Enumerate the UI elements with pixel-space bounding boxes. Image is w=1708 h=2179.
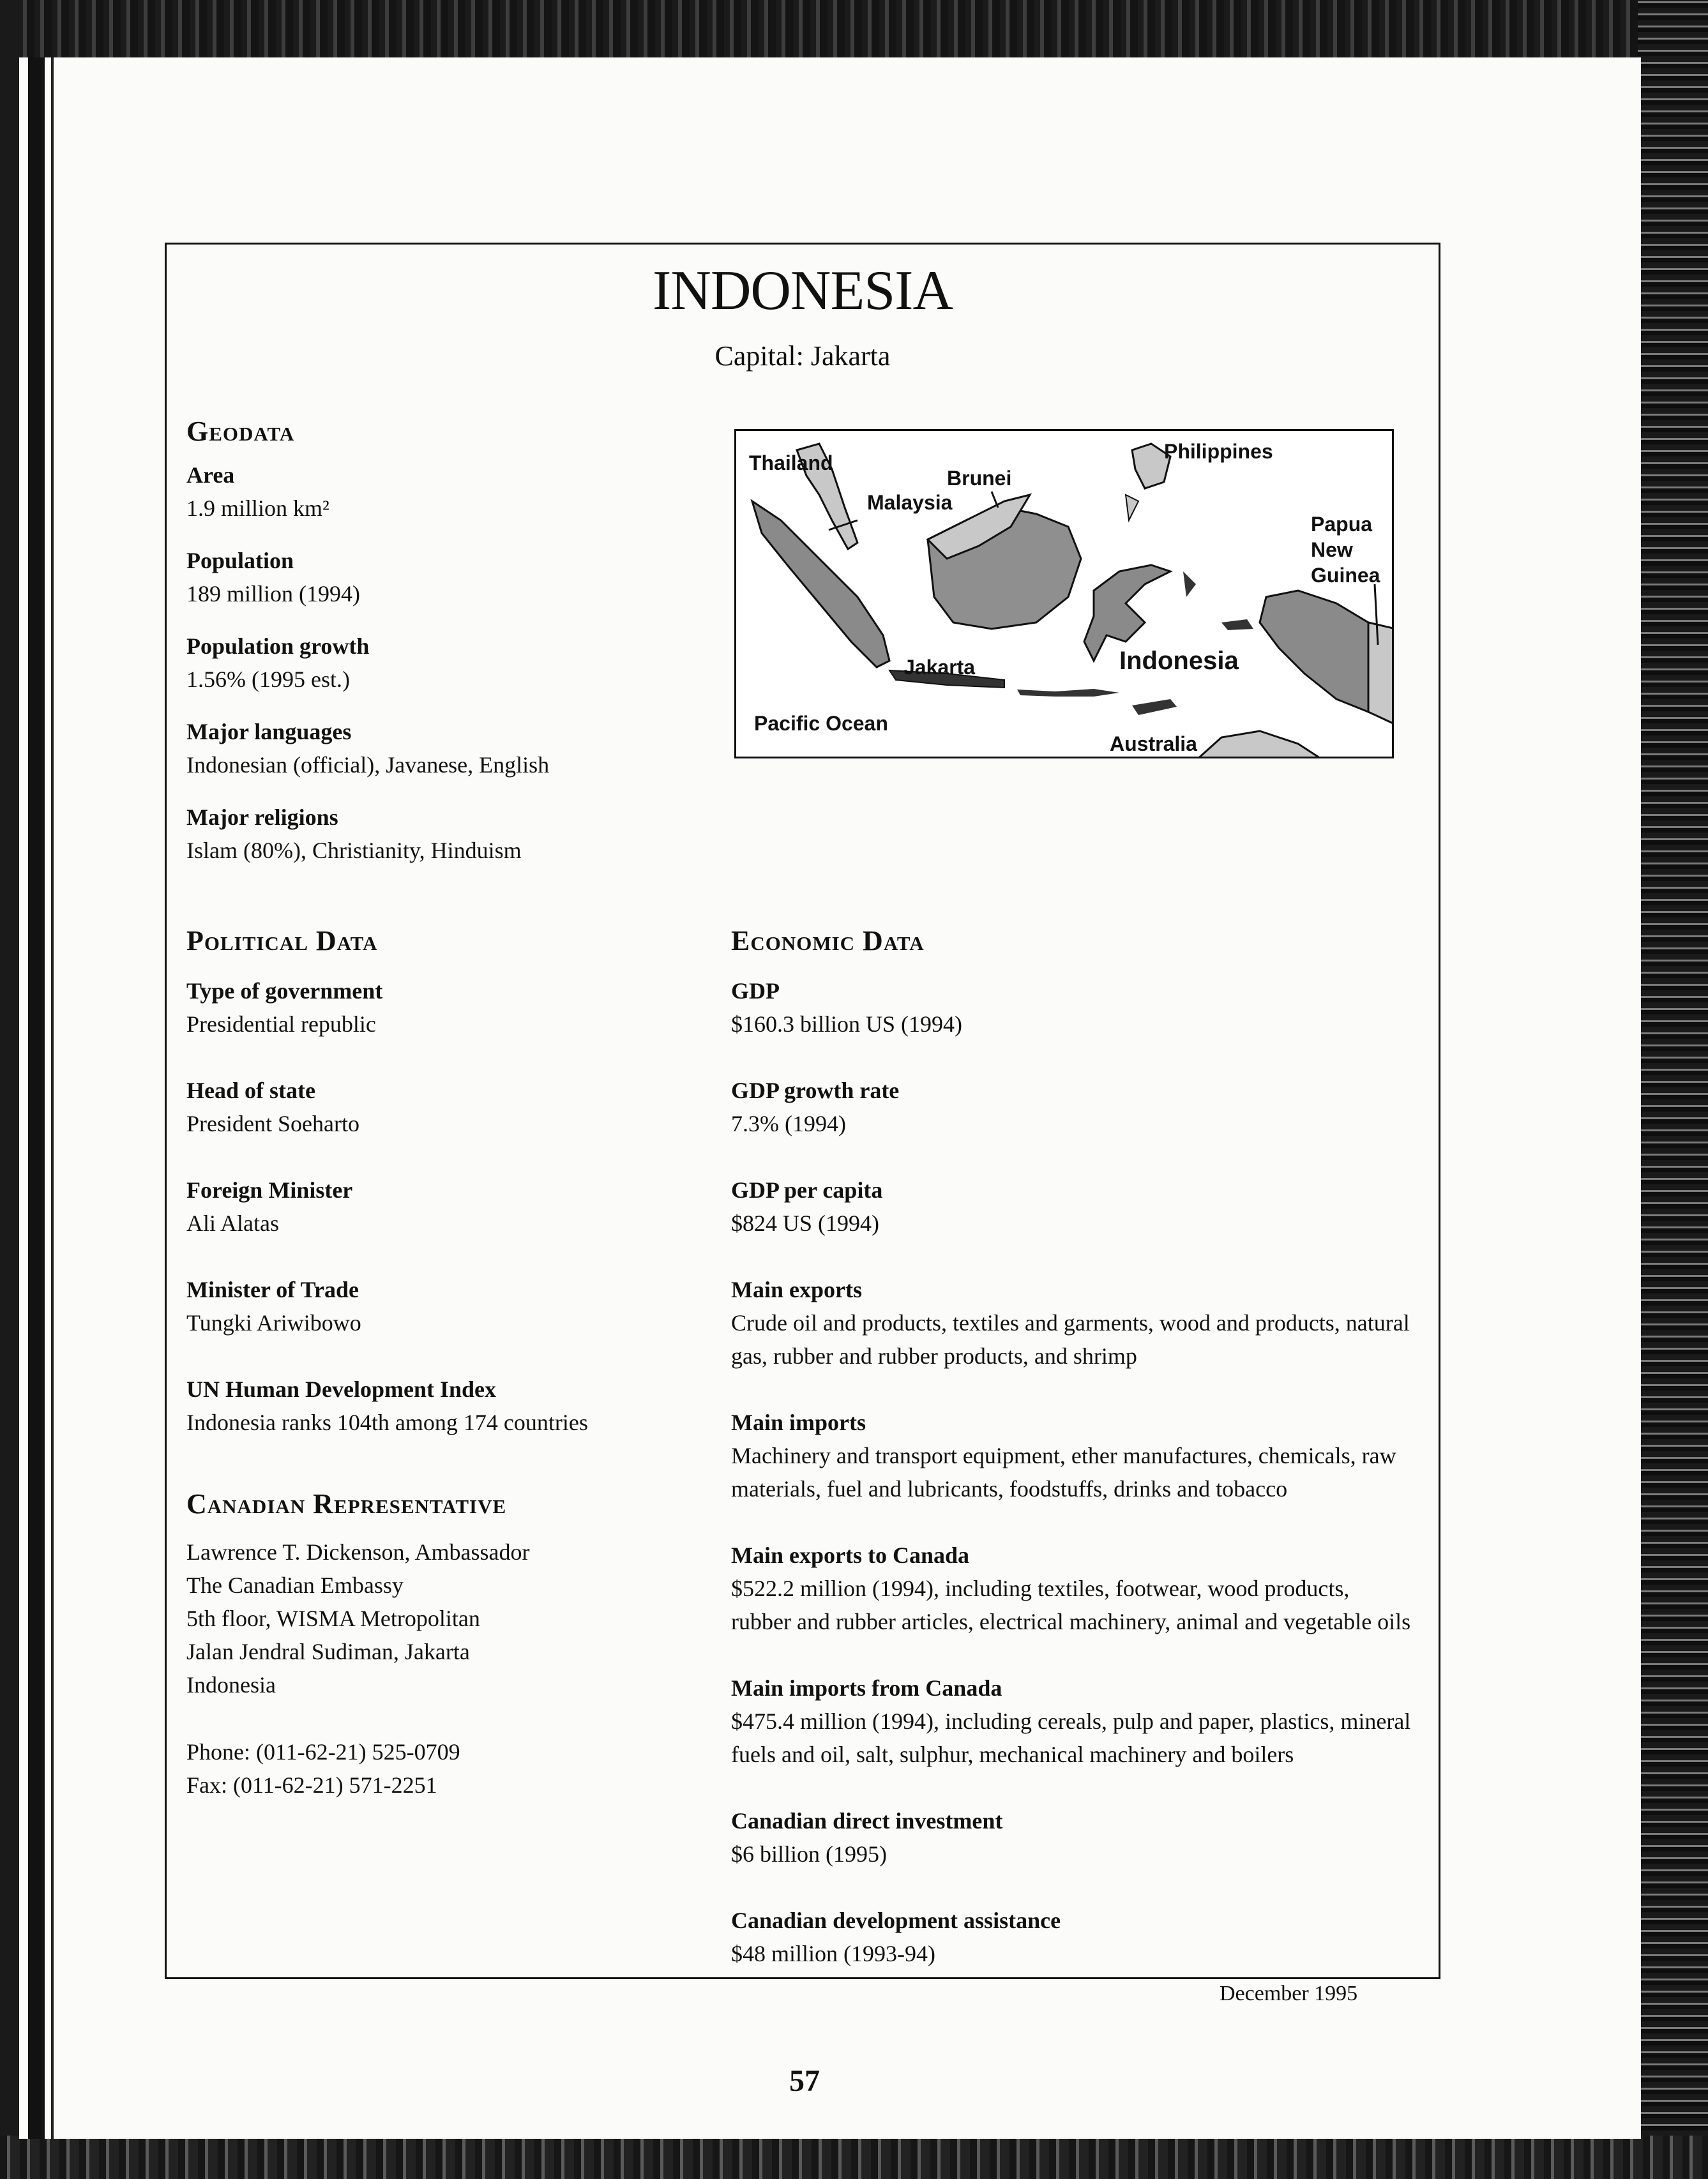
field-label: Canadian direct investment xyxy=(731,1808,1003,1834)
page-number: 57 xyxy=(789,2064,820,2098)
field-value: $824 US (1994) xyxy=(731,1210,879,1236)
field-label: UN Human Development Index xyxy=(186,1376,497,1402)
field-value: Presidential republic xyxy=(186,1011,376,1037)
capital-line: Capital: Jakarta xyxy=(714,340,891,372)
political-foreign-minister xyxy=(186,1173,748,1240)
field-label: Main exports xyxy=(731,1277,862,1302)
field-value: Indonesia ranks 104th among 174 countries xyxy=(186,1410,588,1435)
page-title: INDONESIA xyxy=(652,260,953,322)
map-label-australia: Australia xyxy=(1110,732,1197,755)
map-label-indonesia: Indonesia xyxy=(1119,647,1239,675)
political-head-of-state xyxy=(186,1074,748,1140)
economic-gdp-growth xyxy=(731,1074,1414,1140)
field-value: $160.3 billion US (1994) xyxy=(731,1011,963,1037)
map-label-jakarta: Jakarta xyxy=(903,656,976,679)
document-date: December 1995 xyxy=(1220,1982,1358,2005)
field-value: Machinery and transport equipment, ether manufactures, chemicals, raw materials, fuel and lubricants, foodstuffs, drinks and tobacco xyxy=(731,1443,1396,1502)
field-value: 7.3% (1994) xyxy=(731,1111,846,1136)
field-label: Major religions xyxy=(186,804,338,830)
field-value: Indonesian (official), Javanese, English xyxy=(186,752,550,778)
indonesia-map xyxy=(734,429,1394,758)
economic-imports-from-canada xyxy=(731,1671,1414,1771)
economic-main-imports xyxy=(731,1406,1414,1505)
field-value: President Soeharto xyxy=(186,1111,359,1136)
address-line: The Canadian Embassy xyxy=(186,1572,404,1598)
field-value: Ali Alatas xyxy=(186,1210,279,1236)
economic-direct-investment xyxy=(731,1804,1414,1871)
map-label-brunei: Brunei xyxy=(947,467,1012,490)
field-label: Main imports from Canada xyxy=(731,1675,1002,1701)
field-value: $522.2 million (1994), including textiles, footwear, wood products, rubber and rubber articles, electrical machinery, animal and vegetable oils xyxy=(731,1576,1411,1634)
field-value: Islam (80%), Christianity, Hinduism xyxy=(186,838,522,863)
map-label-thailand: Thailand xyxy=(749,451,833,474)
economic-heading: Economic Data xyxy=(731,925,925,956)
representative-address xyxy=(186,1535,761,1701)
map-graphic xyxy=(736,431,1394,758)
field-label: Population growth xyxy=(186,633,370,659)
map-label-philippines: Philippines xyxy=(1164,440,1273,463)
geodata-population-growth xyxy=(186,630,748,696)
map-label-malaysia: Malaysia xyxy=(867,491,953,514)
political-heading: Political Data xyxy=(186,925,378,956)
map-label-pacific-ocean: Pacific Ocean xyxy=(754,712,888,735)
field-label: Main imports xyxy=(731,1410,866,1435)
field-label: Major languages xyxy=(186,719,352,744)
field-label: Canadian development assistance xyxy=(731,1908,1061,1933)
representative-contact xyxy=(186,1735,761,1802)
field-value: $48 million (1993-94) xyxy=(731,1941,935,1966)
economic-development-assistance xyxy=(731,1904,1414,1970)
field-label: Foreign Minister xyxy=(186,1177,353,1203)
geodata-languages xyxy=(186,715,748,781)
scan-border-bottom xyxy=(0,2136,1708,2179)
scan-border-right xyxy=(1638,0,1708,2179)
geodata-population xyxy=(186,544,748,610)
map-label-new: New xyxy=(1311,538,1353,561)
economic-exports-to-canada xyxy=(731,1539,1414,1638)
field-value: 1.56% (1995 est.) xyxy=(186,667,350,692)
field-label: Type of government xyxy=(186,978,383,1004)
canadian-rep-heading: Canadian Representative xyxy=(186,1488,507,1519)
political-trade-minister xyxy=(186,1273,748,1339)
field-label: GDP xyxy=(731,978,780,1004)
geodata-area xyxy=(186,458,748,525)
field-value: Tungki Ariwibowo xyxy=(186,1310,361,1336)
field-value: $6 billion (1995) xyxy=(731,1841,887,1867)
binding-edge xyxy=(28,57,45,2139)
address-line: Lawrence T. Dickenson, Ambassador xyxy=(186,1539,530,1565)
field-label: Main exports to Canada xyxy=(731,1542,970,1568)
address-line: Jalan Jendral Sudiman, Jakarta xyxy=(186,1639,470,1664)
field-label: Area xyxy=(186,462,235,488)
field-label: GDP per capita xyxy=(731,1177,883,1203)
scan-border-left xyxy=(0,0,19,2179)
political-hdi xyxy=(186,1373,748,1439)
field-label: GDP growth rate xyxy=(731,1078,900,1103)
economic-main-exports xyxy=(731,1273,1414,1373)
economic-gdp-per-capita xyxy=(731,1173,1414,1240)
political-government xyxy=(186,974,748,1041)
address-line: 5th floor, WISMA Metropolitan xyxy=(186,1606,480,1631)
field-value: 1.9 million km² xyxy=(186,495,329,521)
field-value: $475.4 million (1994), including cereals, pulp and paper, plastics, mineral fuels and oil, salt, sulphur, mechanical machinery and boilers xyxy=(731,1708,1411,1767)
binding-line xyxy=(51,57,54,2139)
map-label-guinea: Guinea xyxy=(1311,564,1380,587)
field-label: Minister of Trade xyxy=(186,1277,359,1302)
field-value: Crude oil and products, textiles and garments, wood and products, natural gas, rubber and rubber products, and shrimp xyxy=(731,1310,1410,1369)
field-label: Head of state xyxy=(186,1078,315,1103)
address-line: Indonesia xyxy=(186,1672,276,1698)
field-value: 189 million (1994) xyxy=(186,581,360,607)
map-label-papua: Papua xyxy=(1311,513,1373,536)
geodata-heading: Geodata xyxy=(186,416,295,447)
geodata-religions xyxy=(186,801,748,867)
phone-number: Phone: (011-62-21) 525-0709 xyxy=(186,1739,460,1765)
economic-gdp xyxy=(731,974,1414,1041)
scan-border-top xyxy=(0,0,1708,61)
field-label: Population xyxy=(186,548,294,573)
fax-number: Fax: (011-62-21) 571-2251 xyxy=(186,1772,437,1798)
